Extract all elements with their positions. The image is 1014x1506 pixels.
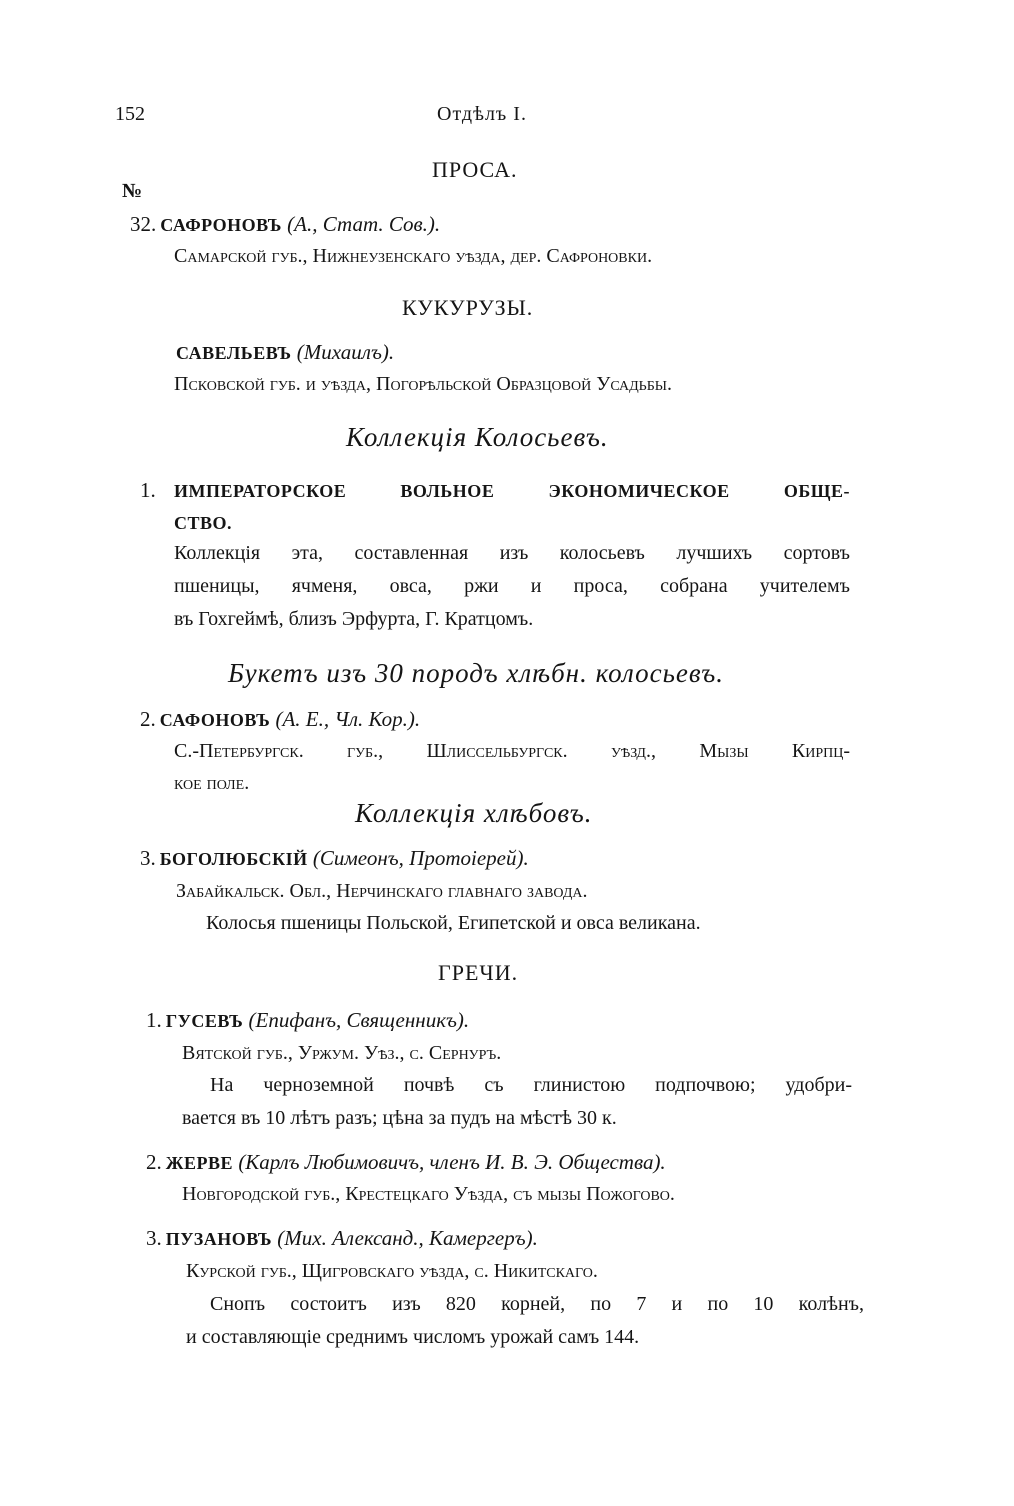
entry-number: 1. [146, 1008, 162, 1032]
entry-title: (Михаилъ). [291, 340, 395, 364]
entry-location: Новгородской губ., Крестецкаго Уѣзда, съ мызы Пожогово. [182, 1183, 675, 1205]
entry-grechi-2 [146, 1150, 666, 1175]
section-title-buket: Букетъ изъ 30 породъ хлѣбн. колосьевъ. [228, 658, 724, 688]
entry-name: ГУСЕВЪ [165, 1011, 244, 1031]
entry-location: Курской губ., Щигровскаго уѣзда, с. Никитскаго. [186, 1260, 598, 1282]
entry-desc-line1: Коллекція эта, составленная изъ колосьевъ лучшихъ сортовъ [174, 542, 850, 564]
number-mark: № [122, 180, 143, 202]
entry-number: 3. [140, 846, 156, 870]
entry-location: Самарской губ., Нижнеузенскаго уѣзда, дер. Сафроновки. [174, 245, 653, 267]
entry-number: 2. [146, 1150, 162, 1174]
entry-desc-line2: пшеницы, ячменя, овса, ржи и проса, собрана учителемъ [174, 575, 850, 597]
section-title-grechi: ГРЕЧИ. [438, 960, 519, 985]
entry-title: (Епифанъ, Священникъ). [243, 1008, 470, 1032]
entry-location-line2: кое поле. [174, 772, 250, 794]
entry-grechi-1 [146, 1008, 469, 1033]
entry-title: (Симеонъ, Протоіерей). [307, 846, 529, 870]
entry-name-line1: ИМПЕРАТОРСКОЕ ВОЛЬНОЕ ЭКОНОМИЧЕСКОЕ ОБЩЕ- [174, 481, 850, 501]
entry-title: (А. Е., Чл. Кор.). [270, 707, 421, 731]
entry-note-line2: вается въ 10 лѣтъ разъ; цѣна за пудъ на мѣстѣ 30 к. [182, 1107, 617, 1129]
entry-name: САФРОНОВЪ [160, 215, 282, 235]
entry-khleba-3 [140, 846, 529, 871]
entry-title: (А., Стат. Сов.). [281, 212, 441, 236]
entry-note-line1: Снопъ состоитъ изъ 820 корней, по 7 и по 10 колѣнъ, [210, 1293, 864, 1315]
entry-number: 2. [140, 707, 156, 731]
entry-grechi-3 [146, 1226, 538, 1251]
entry-name: САВЕЛЬЕВЪ [176, 343, 292, 363]
entry-number: 32. [130, 212, 157, 236]
entry-kukuruza [176, 340, 394, 365]
entry-location: Забайкальск. Обл., Нерчинскаго главнаго завода. [176, 880, 588, 902]
entry-note-line1: На черноземной почвѣ съ глинистою подпочвою; удобри- [210, 1074, 852, 1096]
entry-name: ЖЕРВЕ [165, 1153, 234, 1173]
section-title-proso: ПРОСА. [432, 157, 518, 182]
entry-location: Вятской губ., Уржум. Уѣз., с. Сернуръ. [182, 1042, 502, 1064]
entry-number: 1. [140, 478, 156, 502]
entry-name-line2: СТВО. [174, 513, 233, 533]
entry-desc-line3: въ Гохгеймѣ, близъ Эрфурта, Г. Кратцомъ. [174, 608, 534, 630]
running-head: Отдѣлъ I. [437, 103, 527, 125]
entry-name: САФОНОВЪ [159, 710, 271, 730]
entry-kolosya-1 [140, 478, 156, 503]
section-title-kolosya: Коллекція Колосьевъ. [346, 422, 609, 452]
entry-number: 3. [146, 1226, 162, 1250]
entry-name: БОГОЛЮБСКІЙ [159, 849, 308, 869]
entry-name: ПУЗАНОВЪ [165, 1229, 273, 1249]
entry-note: Колосья пшеницы Польской, Египетской и овса великана. [206, 912, 701, 934]
entry-location-line1: С.-Петербургск. губ., Шлиссельбургск. уѣзд., Мызы Кирпц- [174, 740, 850, 762]
entry-proso-32 [130, 212, 440, 237]
page-number: 152 [115, 103, 145, 125]
section-title-kukuruza: КУКУРУЗЫ. [402, 295, 534, 320]
section-title-khleba: Коллекція хлѣбовъ. [355, 798, 593, 828]
entry-buket-2 [140, 707, 420, 732]
entry-location: Псковской губ. и уѣзда, Погорѣльской Образцовой Усадьбы. [174, 373, 672, 395]
entry-title: (Мих. Александ., Камергеръ). [272, 1226, 538, 1250]
entry-title: (Карлъ Любимовичъ, членъ И. В. Э. Общества). [233, 1150, 666, 1174]
entry-note-line2: и составляющіе среднимъ числомъ урожай самъ 144. [186, 1326, 640, 1348]
